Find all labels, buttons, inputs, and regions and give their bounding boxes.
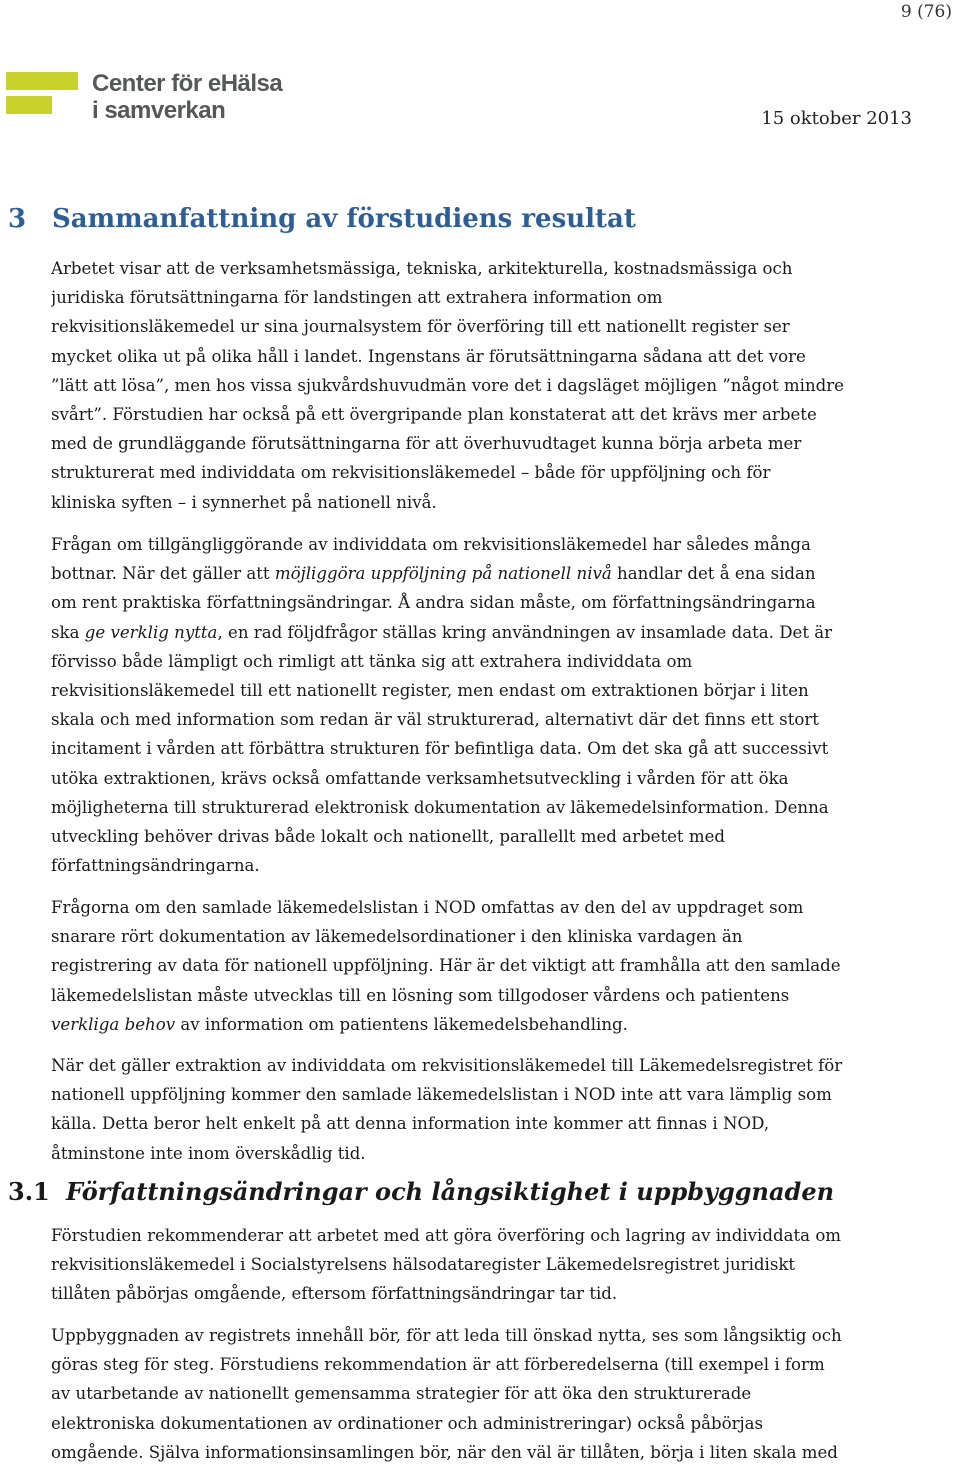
text-line: av utarbetande av nationellt gemensamma strategier för att öka den strukturerade xyxy=(51,1384,752,1404)
subsection-number: 3.1 xyxy=(8,1177,50,1206)
document-date: 15 oktober 2013 xyxy=(761,108,912,129)
text-line: läkemedelslistan måste utvecklas till en lösning som tillgodoser vårdens och patientens xyxy=(51,985,790,1005)
text-line: verkliga behov av information om patientens läkemedelsbehandling. xyxy=(51,1014,628,1034)
section-title: Sammanfattning av förstudiens resultat xyxy=(52,204,636,234)
text-line: källa. Detta beror helt enkelt på att denna information inte kommer att finnas i NOD, xyxy=(51,1114,770,1134)
text-line: snarare rört dokumentation av läkemedelsordinationer i den kliniska vardagen än xyxy=(51,927,743,947)
text-line: incitament i vården att förbättra strukturen för befintliga data. Om det ska gå att successivt xyxy=(51,739,829,759)
text-line: åtminstone inte inom överskådlig tid. xyxy=(51,1143,366,1163)
text-line: författningsändringarna. xyxy=(51,856,260,876)
text-line: Frågorna om den samlade läkemedelslistan i NOD omfattas av den del av uppdraget som xyxy=(51,898,804,917)
logo-line1: Center för eHälsa xyxy=(92,70,283,97)
text-line: svårt”. Förstudien har också på ett övergripande plan konstaterat att det krävs mer arbete xyxy=(51,405,817,425)
text-line: rekvisitionsläkemedel ur sina journalsystem för överföring till ett nationellt register ser xyxy=(51,317,790,337)
text-line: Arbetet visar att de verksamhetsmässiga, tekniska, arkitekturella, kostnadsmässiga och xyxy=(51,259,793,278)
section-heading xyxy=(8,204,636,234)
paragraph-1 xyxy=(51,254,921,517)
text-line: omgående. Själva informationsinsamlingen bör, när den väl är tillåten, börja i liten skala med xyxy=(51,1442,838,1462)
text-line: ”lätt att lösa”, men hos vissa sjukvårdshuvudmän vore det i dagsläget möjligen ”något mindre xyxy=(51,375,844,395)
text-line: strukturerat med individdata om rekvisitionsläkemedel – både för uppföljning och för xyxy=(51,463,771,483)
text-line: kliniska syften – i synnerhet på nationell nivå. xyxy=(51,492,437,512)
logo-bar-top xyxy=(6,72,78,90)
text-line: rekvisitionsläkemedel i Socialstyrelsens hälsodataregister Läkemedelsregistret juridiskt xyxy=(51,1255,796,1275)
logo-bar-bottom xyxy=(6,96,52,114)
paragraph-3 xyxy=(51,893,921,1039)
text-line: utöka extraktionen, krävs också omfattande verksamhetsutveckling i vården för att öka xyxy=(51,768,789,788)
text-line: När det gäller extraktion av individdata om rekvisitionsläkemedel till Läkemedelsregistret för xyxy=(51,1056,843,1075)
text-line: juridiska förutsättningarna för landstingen att extrahera information om xyxy=(51,288,663,308)
logo-line2: i samverkan xyxy=(92,97,226,124)
text-line: ska ge verklig nytta, en rad följdfrågor ställas kring användningen av insamlade data. Det är xyxy=(51,622,833,642)
text-line: möjligheterna till strukturerad elektronisk dokumentation av läkemedelsinformation. Denna xyxy=(51,797,829,817)
text-line: om rent praktiska författningsändringar. Å andra sidan måste, om författningsändringarna xyxy=(51,593,816,613)
text-line: Uppbyggnaden av registrets innehåll bör, för att leda till önskad nytta, ses som långsiktig och xyxy=(51,1326,842,1345)
section-number: 3 xyxy=(8,204,27,234)
text-line: förvisso både lämpligt och rimligt att tänka sig att extrahera individdata om xyxy=(51,651,693,671)
text-line: bottnar. När det gäller att möjliggöra uppföljning på nationell nivå handlar det å ena sidan xyxy=(51,564,816,584)
text-line: utveckling behöver drivas både lokalt och nationellt, parallellt med arbetet med xyxy=(51,827,726,847)
text-line: med de grundläggande förutsättningarna för att överhuvudtaget kunna börja arbeta mer xyxy=(51,434,802,454)
text-line: Frågan om tillgängliggörande av individdata om rekvisitionsläkemedel har således många xyxy=(51,535,811,554)
logo xyxy=(6,70,283,126)
text-line: nationell uppföljning kommer den samlade läkemedelslistan i NOD inte att vara lämplig som xyxy=(51,1085,832,1105)
text-line: rekvisitionsläkemedel till ett nationellt register, men endast om extraktionen börjar i liten xyxy=(51,681,809,701)
paragraph-5 xyxy=(51,1221,921,1309)
paragraph-4 xyxy=(51,1051,921,1168)
text-line: registrering av data för nationell uppföljning. Här är det viktigt att framhålla att den samlade xyxy=(51,956,841,976)
text-line: mycket olika ut på olika håll i landet. Ingenstans är förutsättningarna sådana att det vore xyxy=(51,346,806,366)
text-line: göras steg för steg. Förstudiens rekommendation är att förberedelserna (till exempel i form xyxy=(51,1355,825,1375)
subsection-title: Författningsändringar och långsiktighet i uppbyggnaden xyxy=(66,1177,835,1206)
text-line: Förstudien rekommenderar att arbetet med att göra överföring och lagring av individdata om xyxy=(51,1226,842,1245)
paragraph-2 xyxy=(51,530,921,880)
paragraph-6 xyxy=(51,1321,921,1467)
text-line: tillåten påbörjas omgående, eftersom författningsändringar tar tid. xyxy=(51,1284,618,1304)
logo-text xyxy=(92,70,282,124)
text-line: elektroniska dokumentationen av ordinationer och administreringar) också påbörjas xyxy=(51,1413,764,1433)
page-number: 9 (76) xyxy=(900,2,952,22)
text-line: skala och med information som redan är väl strukturerad, alternativt där det finns ett stort xyxy=(51,710,819,730)
subsection-heading xyxy=(8,1177,834,1206)
